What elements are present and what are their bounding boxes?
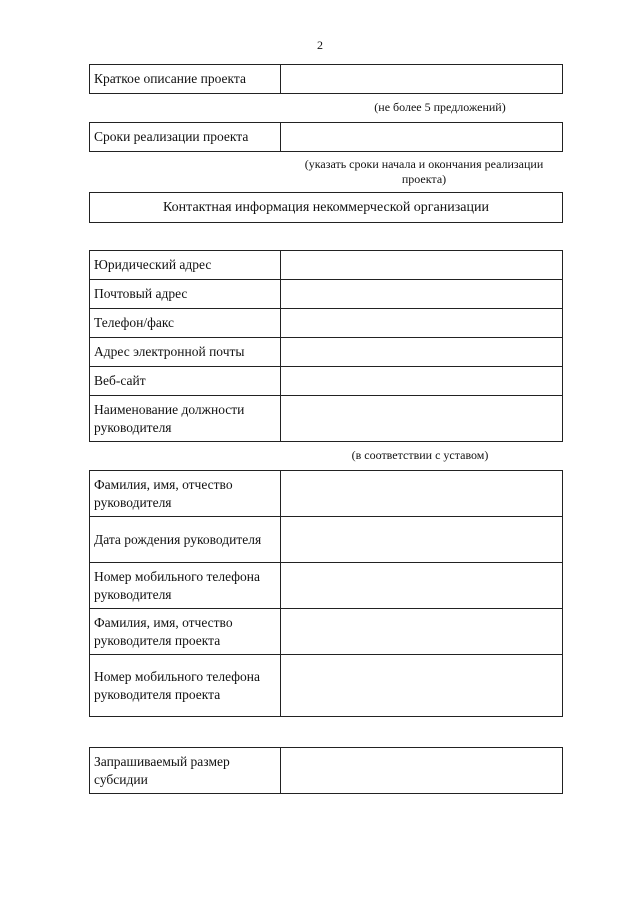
head-mobile-field[interactable]	[281, 563, 563, 609]
phone-fax-label: Телефон/факс	[90, 309, 281, 338]
short-description-table	[89, 64, 563, 94]
project-head-name-field[interactable]	[281, 609, 563, 655]
subsidy-amount-label: Запрашиваемый размер субсидии	[90, 748, 281, 794]
page-number: 2	[317, 38, 323, 52]
head-birth-date-label: Дата рождения руководителя	[90, 517, 281, 563]
subsidy-table	[89, 747, 563, 794]
legal-address-label: Юридический адрес	[90, 251, 281, 280]
project-head-mobile-label: Номер мобильного телефона руководителя проекта	[90, 655, 281, 717]
timeline-label: Сроки реализации проекта	[90, 123, 281, 152]
website-field[interactable]	[281, 367, 563, 396]
project-head-name-label: Фамилия, имя, отчество руководителя проекта	[90, 609, 281, 655]
email-label: Адрес электронной почты	[90, 338, 281, 367]
head-full-name-field[interactable]	[281, 471, 563, 517]
head-position-label: Наименование должности руководителя	[90, 396, 281, 442]
head-mobile-label: Номер мобильного телефона руководителя	[90, 563, 281, 609]
postal-address-field[interactable]	[281, 280, 563, 309]
legal-address-field[interactable]	[281, 251, 563, 280]
contact-section-title: Контактная информация некоммерческой организации	[89, 192, 563, 223]
contacts-table	[89, 250, 563, 442]
short-description-note: (не более 5 предложений)	[374, 100, 506, 114]
timeline-note: (указать сроки начала и окончания реализации проекта)	[304, 157, 544, 186]
short-description-label: Краткое описание проекта	[90, 65, 281, 94]
head-table	[89, 470, 563, 717]
head-full-name-label: Фамилия, имя, отчество руководителя	[90, 471, 281, 517]
subsidy-amount-field[interactable]	[281, 748, 563, 794]
short-description-field[interactable]	[281, 65, 563, 94]
timeline-table	[89, 122, 563, 152]
timeline-field[interactable]	[281, 123, 563, 152]
project-head-mobile-field[interactable]	[281, 655, 563, 717]
charter-note: (в соответствии с уставом)	[351, 448, 489, 462]
phone-fax-field[interactable]	[281, 309, 563, 338]
website-label: Веб-сайт	[90, 367, 281, 396]
head-position-field[interactable]	[281, 396, 563, 442]
postal-address-label: Почтовый адрес	[90, 280, 281, 309]
email-field[interactable]	[281, 338, 563, 367]
head-birth-date-field[interactable]	[281, 517, 563, 563]
